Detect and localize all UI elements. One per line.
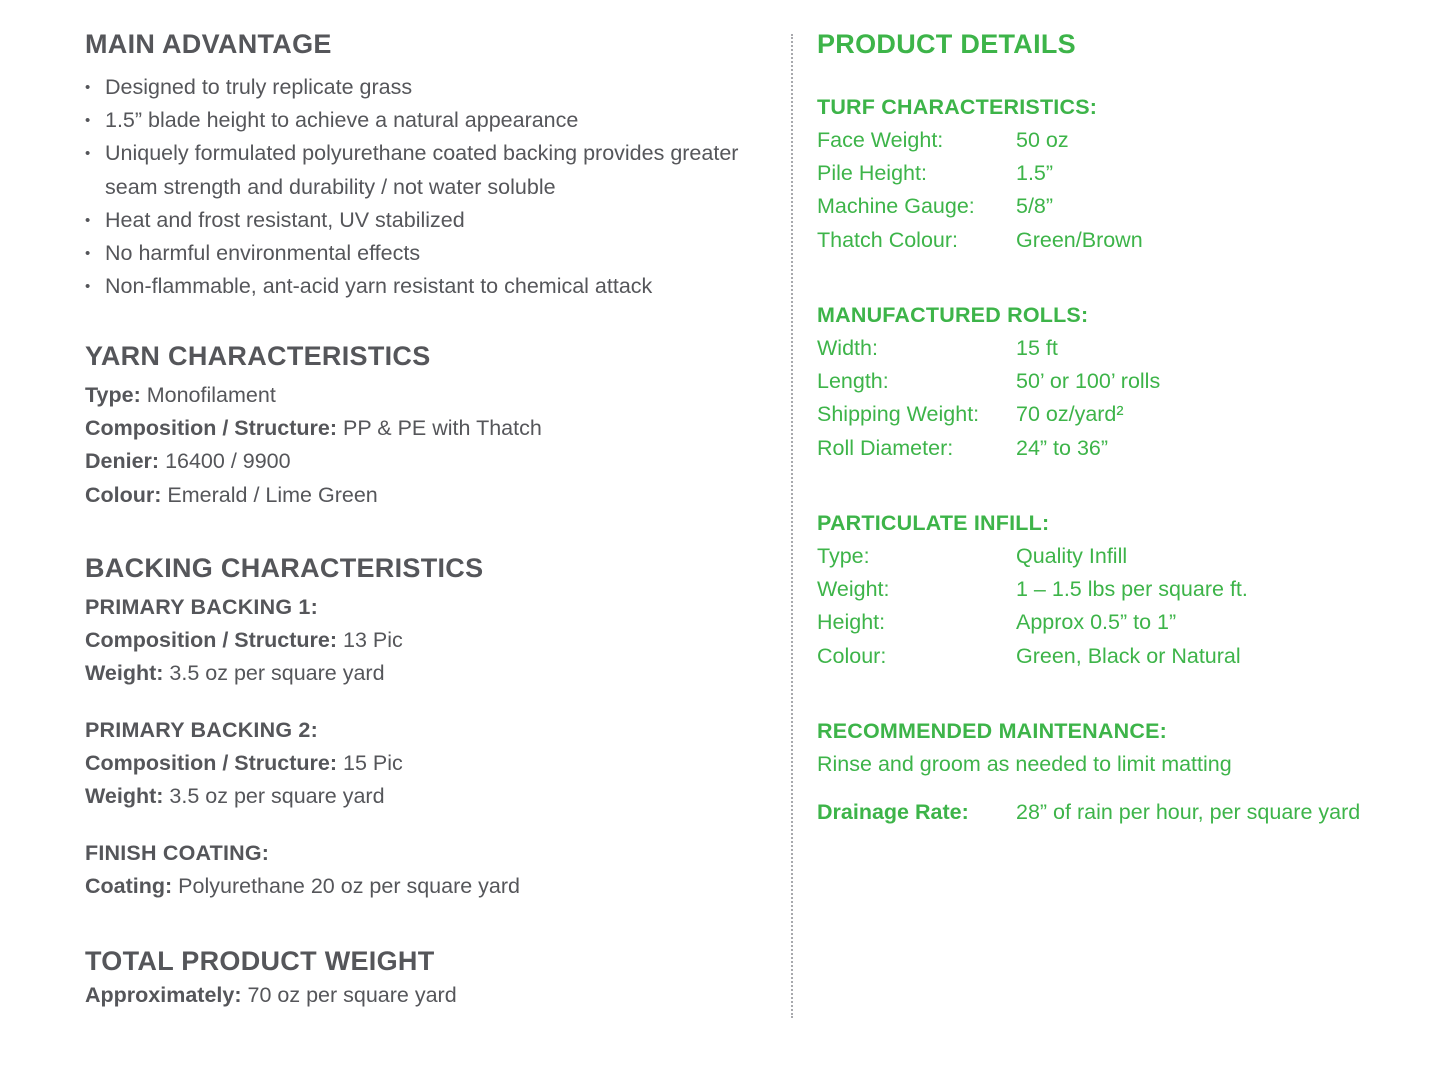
drainage-rate [817,796,1417,829]
primary-backing-1-heading: PRIMARY BACKING 1: [85,595,318,619]
turf-row: Machine Gauge: 5/8” [817,194,1054,219]
infill-row: Type: Quality Infill [817,544,1128,568]
total-weight [85,979,457,1012]
yarn-composition-row: Composition / Structure: PP & PE with Thatch [85,416,542,441]
primary-backing-2-heading: PRIMARY BACKING 2: [85,718,318,742]
drainage-row: Drainage Rate: 28” of rain per hour, per square yard [817,800,1361,824]
yarn-type-row: Type: Monofilament [85,383,276,407]
total-weight-heading: TOTAL PRODUCT WEIGHT [85,946,435,976]
finish-coating-heading: FINISH COATING: [85,841,270,865]
column-divider [791,34,793,1018]
yarn-details [85,379,542,512]
manufactured-rolls [817,298,1417,465]
infill-row: Weight: 1 – 1.5 lbs per square ft. [817,577,1248,602]
rolls-row: Width: 15 ft [817,336,1058,360]
rolls-row: Shipping Weight: 70 oz/yard² [817,402,1124,427]
total-weight-row: Approximately: 70 oz per square yard [85,983,457,1007]
particulate-infill [817,506,1417,673]
yarn-colour-row: Colour: Emerald / Lime Green [85,482,378,507]
backing-heading: BACKING CHARACTERISTICS [85,553,484,583]
rolls-row: Roll Diameter: 24” to 36” [817,435,1109,460]
recommended-maintenance [817,714,1417,781]
main-advantage-list [85,71,765,303]
infill-heading: PARTICULATE INFILL: [817,511,1050,535]
list-item: • Designed to truly replicate grass [85,71,765,104]
list-item: • 1.5” blade height to achieve a natural appearance [85,104,765,137]
turf-row: Thatch Colour: Green/Brown [817,227,1143,252]
product-details-heading: PRODUCT DETAILS [817,29,1076,59]
primary-backing-2-weight: Weight: 3.5 oz per square yard [85,784,385,809]
infill-row: Colour: Green, Black or Natural [817,643,1241,668]
rolls-heading: MANUFACTURED ROLLS: [817,303,1089,327]
list-item: • Non-flammable, ant-acid yarn resistant to chemical attack [85,270,765,303]
maintenance-heading: RECOMMENDED MAINTENANCE: [817,719,1167,743]
list-item: • No harmful environmental effects [85,237,765,270]
primary-backing-2-composition: Composition / Structure: 15 Pic [85,751,403,775]
infill-row: Height: Approx 0.5” to 1” [817,610,1177,635]
maintenance-text: Rinse and groom as needed to limit matting [817,752,1232,776]
list-item: • Uniquely formulated polyurethane coated backing provides greater seam strength and durability / not water soluble [85,137,745,203]
primary-backing-1-weight: Weight: 3.5 oz per square yard [85,661,385,686]
list-item: • Heat and frost resistant, UV stabilized [85,204,765,237]
finish-coating-row: Coating: Polyurethane 20 oz per square yard [85,874,520,898]
turf-heading: TURF CHARACTERISTICS: [817,95,1098,119]
rolls-row: Length: 50’ or 100’ rolls [817,369,1161,394]
turf-row: Face Weight: 50 oz [817,128,1069,152]
turf-row: Pile Height: 1.5” [817,161,1054,186]
main-advantage-heading: MAIN ADVANTAGE [85,29,332,59]
finish-coating [85,836,520,903]
yarn-heading: YARN CHARACTERISTICS [85,341,431,371]
primary-backing-1 [85,590,403,690]
primary-backing-2 [85,713,403,813]
yarn-denier-row: Denier: 16400 / 9900 [85,449,291,474]
primary-backing-1-composition: Composition / Structure: 13 Pic [85,628,403,652]
turf-characteristics [817,90,1417,257]
